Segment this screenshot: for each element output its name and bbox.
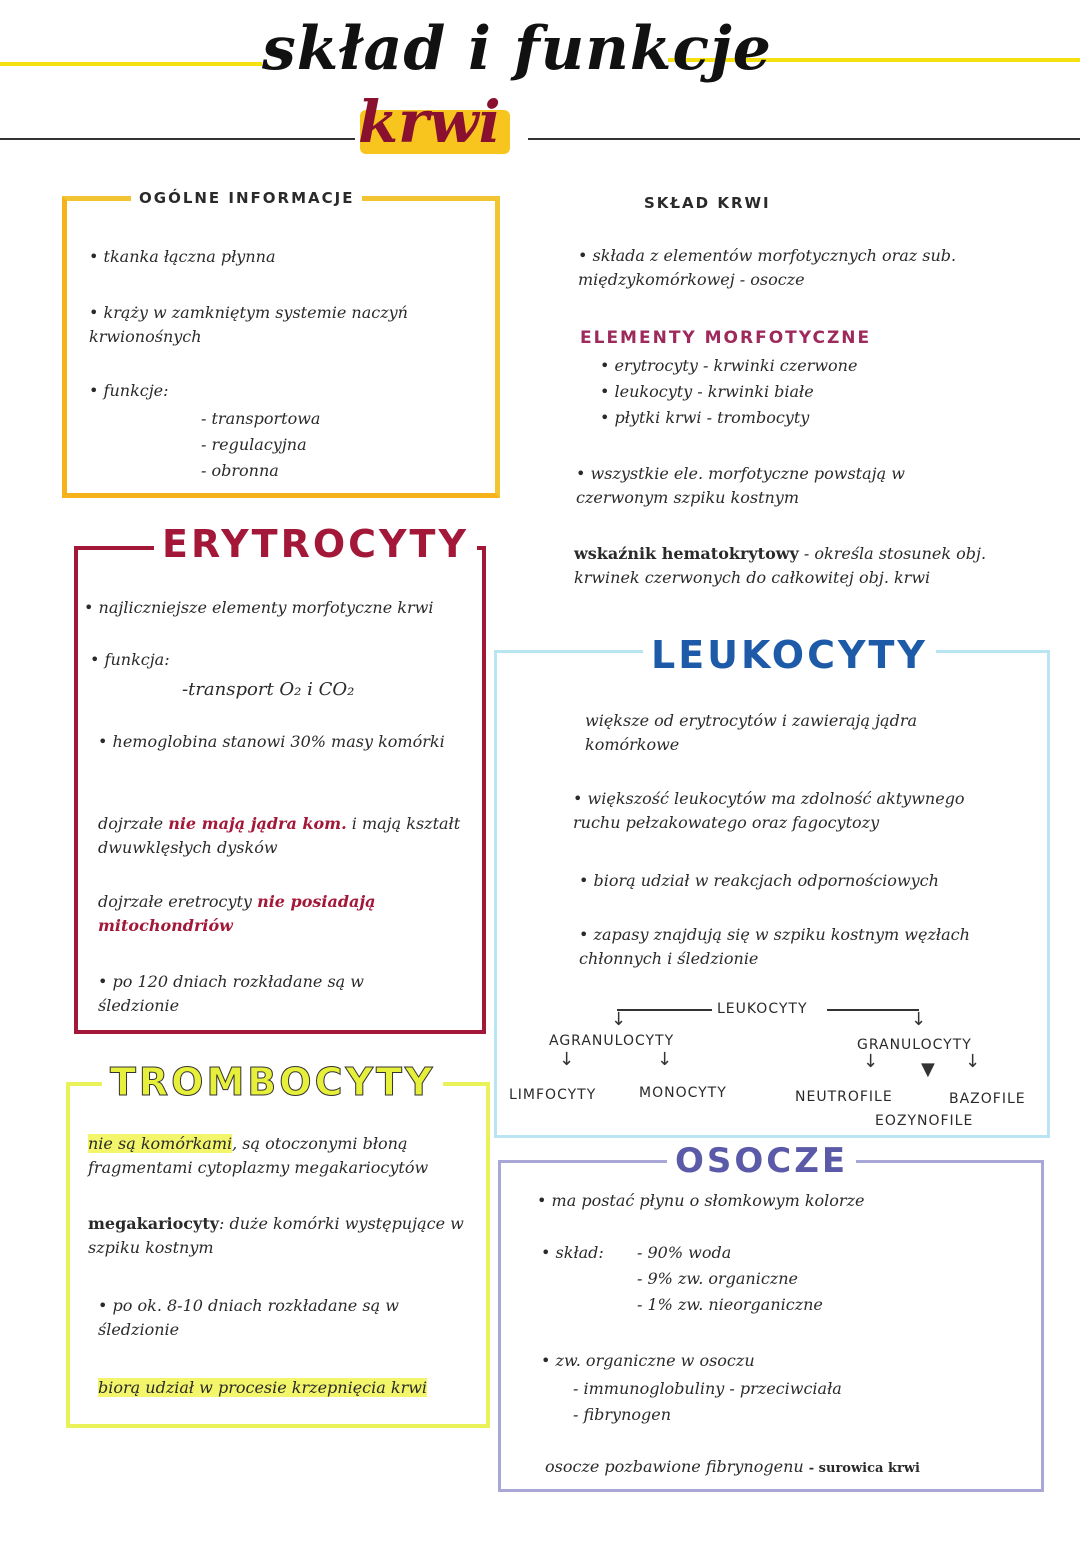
elements-title: ELEMENTY MORFOTYCZNE (580, 328, 872, 348)
ery-item5-highlight: nie posiadają mitochondriów (98, 892, 376, 935)
plasma-serum-b: - surowica krwi (808, 1461, 920, 1476)
thrombocytes-box (66, 1060, 490, 1428)
composition-intro: • składa z elementów morfotycznych oraz sub. międzykomórkowej - osocze (578, 244, 978, 292)
leu-item: • większość leukocytów ma zdolność aktywnego ruchu pełzakowatego oraz fagocytozy (573, 787, 993, 835)
element-item: • płytki krwi - trombocyty (600, 406, 809, 430)
plasma-serum-a: osocze pozbawione fibrynogenu (545, 1457, 804, 1476)
general-info-item: • krąży w zamkniętym systemie naczyń krwionośnych (89, 301, 469, 349)
hematocrit-definition: - określa stosunek obj. krwinek czerwonych do całkowitej obj. krwi (574, 544, 987, 587)
ery-item4-a: dojrzałe (98, 814, 164, 833)
trom-item: • po ok. 8-10 dniach rozkładane są w śledzionie (98, 1294, 458, 1342)
arrow-down-icon: ↓ (657, 1049, 673, 1070)
ery-item: • najliczniejsze elementy morfotyczne krwi (84, 596, 433, 620)
leukocytes-box (494, 633, 1050, 1138)
ery-item4-highlight: nie mają jądra kom. (168, 814, 347, 833)
plasma-box (498, 1141, 1044, 1492)
function-item: - regulacyjna (201, 435, 307, 454)
ery-item4-b: i mają kształt dwuwklęsłych dysków (98, 814, 461, 857)
leukocytes-title: LEUKOCYTY (643, 633, 936, 677)
plasma-title: OSOCZE (667, 1141, 856, 1181)
plasma-composition-item: - 9% zw. organiczne (637, 1269, 799, 1288)
leu-item: większe od erytrocytów i zawierają jądra komórkowe (585, 711, 917, 754)
arrow-down-icon: ↓ (559, 1049, 575, 1070)
tree-agranulocytes: AGRANULOCYTY (549, 1033, 675, 1049)
trom-item (98, 1376, 458, 1400)
element-item: • erytrocyty - krwinki czerwone (600, 354, 857, 378)
hematocrit-term: wskaźnik hematokrytowy (574, 544, 799, 563)
hematocrit-text (574, 542, 994, 590)
tree-monocytes: MONOCYTY (639, 1085, 727, 1101)
header-highlight-left (0, 62, 262, 66)
thrombocytes-title: TROMBOCYTY (102, 1060, 443, 1104)
trom-item2-rest: : duże komórki występujące w szpiku kostnym (88, 1214, 464, 1257)
trom-item (88, 1132, 468, 1180)
header-line-right (528, 138, 1080, 140)
tree-basophils: BAZOFILE (949, 1091, 1026, 1107)
ery-item5-a: dojrzałe eretrocyty (98, 892, 252, 911)
erythrocytes-box (74, 522, 486, 1034)
general-info-box (62, 189, 500, 498)
plasma-composition-item: - 90% woda (637, 1243, 732, 1262)
arrow-down-icon: ▼ (921, 1059, 935, 1080)
plasma-organic-title: • zw. organiczne w osoczu (541, 1349, 755, 1373)
erythrocytes-title: ERYTROCYTY (154, 522, 477, 566)
plasma-organic-item: - immunoglobuliny - przeciwciała (573, 1379, 842, 1398)
origin-text: • wszystkie ele. morfotyczne powstają w czerwonym szpiku kostnym (576, 462, 946, 510)
leu-item: • zapasy znajdują się w szpiku kostnym węzłach chłonnych i śledzionie (579, 923, 979, 971)
arrow-down-icon: ↓ (863, 1051, 879, 1072)
trom-item (88, 1212, 478, 1260)
arrow-down-icon: ↓ (965, 1051, 981, 1072)
plasma-serum (545, 1455, 920, 1481)
arrow-down-icon: ↓ (911, 1009, 927, 1030)
tree-root: LEUKOCYTY (717, 1001, 808, 1017)
ery-item: • po 120 dniach rozkładane są w śledzionie (98, 970, 438, 1018)
tree-lymphocytes: LIMFOCYTY (509, 1087, 597, 1103)
plasma-composition-item: - 1% zw. nieorganiczne (637, 1295, 823, 1314)
plasma-composition-label: • skład: (541, 1241, 604, 1265)
header-line-left (0, 138, 355, 140)
trom-item1-highlight: nie są komórkami (88, 1134, 233, 1153)
trom-item2-term: megakariocyty (88, 1214, 220, 1233)
trom-item4: biorą udział w procesie krzepnięcia krwi (98, 1378, 428, 1397)
tree-granulocytes: GRANULOCYTY (857, 1037, 972, 1053)
plasma-organic-item: - fibrynogen (573, 1405, 672, 1424)
leu-item: • biorą udział w reakcjach odpornościowych (579, 869, 939, 893)
tree-line-right (827, 1009, 919, 1011)
plasma-item: • ma postać płynu o słomkowym kolorze (537, 1189, 864, 1213)
element-item: • leukocyty - krwinki białe (600, 380, 814, 404)
tree-line-left (617, 1009, 712, 1011)
function-item: - transportowa (201, 409, 321, 428)
tree-neutrophils: NEUTROFILE (795, 1089, 893, 1105)
ery-item-sub: -transport O₂ i CO₂ (182, 679, 355, 700)
page-title-line1: skład i funkcje (262, 14, 772, 84)
general-info-item: • tkanka łączna płynna (89, 245, 275, 269)
ery-item (98, 812, 468, 860)
tree-eosinophils: EOZYNOFILE (875, 1113, 974, 1129)
general-info-title: OGÓLNE INFORMACJE (131, 189, 362, 207)
arrow-down-icon: ↓ (611, 1009, 627, 1030)
ery-item (98, 890, 468, 938)
general-info-item: • funkcje: (89, 379, 169, 403)
page-title-line2: krwi (358, 88, 501, 156)
function-item: - obronna (201, 461, 279, 480)
ery-item: • hemoglobina stanowi 30% masy komórki (98, 730, 448, 754)
ery-item: • funkcja: (90, 648, 170, 672)
composition-title: SKŁAD KRWI (644, 194, 771, 212)
trom-item1-rest: , są otoczonymi błoną fragmentami cytoplazmy megakariocytów (88, 1134, 429, 1177)
